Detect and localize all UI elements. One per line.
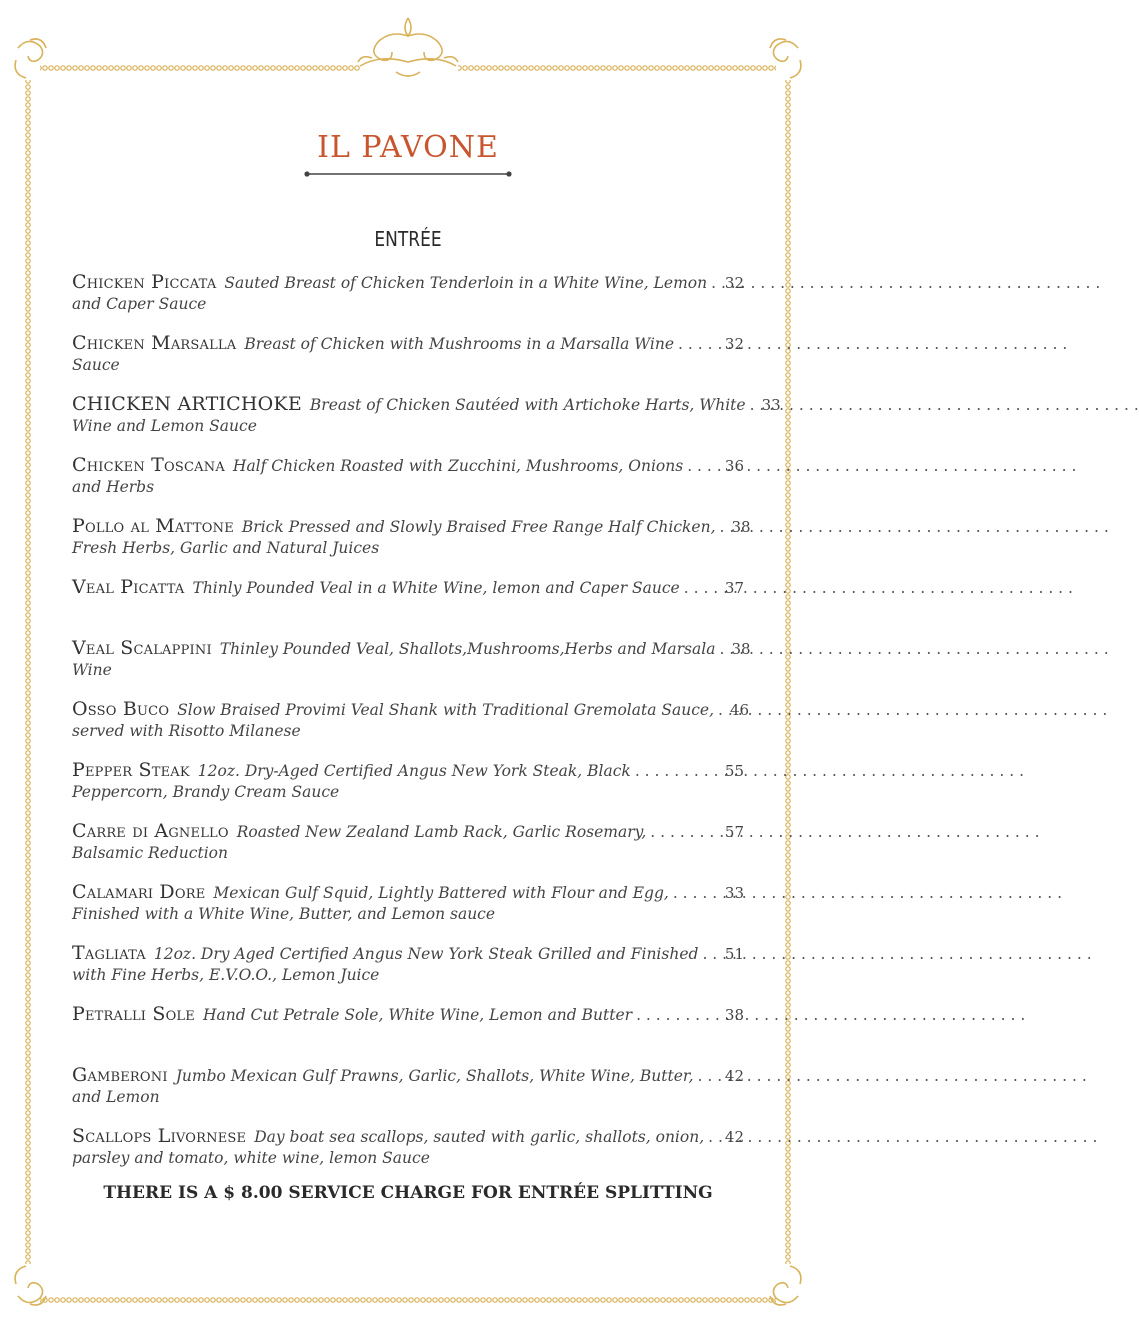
- menu-item-line: [72, 637, 751, 660]
- dot-leader: [702, 943, 720, 965]
- menu-item: [72, 576, 744, 637]
- dish-description-continued: Finished with a White Wine, Butter, and Lemon sauce: [72, 905, 496, 923]
- dish-name: Carre di Agnello: [72, 820, 229, 842]
- dish-description-continued: Fresh Herbs, Garlic and Natural Juices: [72, 539, 380, 557]
- dish-description: Roasted New Zealand Lamb Rack, Garlic Rosemary,: [236, 823, 647, 841]
- dot-leader: [673, 882, 721, 904]
- dot-leader: [750, 394, 758, 416]
- dish-name: Petralli Sole: [72, 1003, 195, 1025]
- menu-item-line: [72, 454, 744, 477]
- section-heading: ENTRÉE: [374, 227, 442, 251]
- dish-description-continued: and Caper Sauce: [72, 295, 207, 313]
- dot-leader: [708, 1126, 721, 1148]
- menu-item: [72, 1064, 744, 1125]
- dish-price: 55: [724, 762, 744, 780]
- dot-leader: [650, 821, 721, 843]
- menu-item-line: [72, 820, 744, 843]
- dish-name: Chicken Toscana: [72, 454, 225, 476]
- dish-price: 38: [731, 518, 751, 536]
- dish-description: 12oz. Dry Aged Certified Angus New York Steak Grilled and Finished: [153, 945, 699, 963]
- dot-leader: [711, 272, 721, 294]
- menu-item: [72, 881, 744, 942]
- dish-price: 57: [724, 823, 744, 841]
- menu-item: [72, 637, 751, 698]
- menu-list: [72, 271, 781, 1186]
- dish-description-continued: Wine and Lemon Sauce: [72, 417, 257, 435]
- dish-name: Chicken Marsalla: [72, 332, 237, 354]
- dish-name: Chicken Piccata: [72, 271, 217, 293]
- dish-price: 51: [724, 945, 744, 963]
- dish-description-continued: Peppercorn, Brandy Cream Sauce: [72, 783, 340, 801]
- dish-description-continued: Wine: [72, 661, 112, 679]
- dish-description: Sauted Breast of Chicken Tenderloin in a White Wine, Lemon: [224, 274, 708, 292]
- dish-description: Slow Braised Provimi Veal Shank with Traditional Gremolata Sauce,: [177, 701, 715, 719]
- dish-description-continued: and Lemon: [72, 1088, 160, 1106]
- dot-leader: [636, 1004, 721, 1026]
- dot-leader: [718, 699, 726, 721]
- menu-item: [72, 393, 781, 454]
- menu-item: [72, 1003, 744, 1064]
- dot-leader: [678, 333, 721, 355]
- dish-description-continued: and Herbs: [72, 478, 155, 496]
- dish-description: 12oz. Dry-Aged Certified Angus New York Steak, Black: [197, 762, 631, 780]
- dish-price: 38: [731, 640, 751, 658]
- dish-description: Breast of Chicken with Mushrooms in a Marsalla Wine: [244, 335, 675, 353]
- dish-description: Thinly Pounded Veal in a White Wine, lemon and Caper Sauce: [192, 579, 680, 597]
- dish-price: 42: [724, 1067, 744, 1085]
- menu-item-line: [72, 515, 751, 538]
- dish-description-continued: parsley and tomato, white wine, lemon Sauce: [72, 1149, 430, 1167]
- menu-item: [72, 698, 750, 759]
- dish-description: Thinley Pounded Veal, Shallots,Mushrooms,Herbs and Marsala: [219, 640, 716, 658]
- dish-price: 42: [724, 1128, 744, 1146]
- menu-item: [72, 454, 744, 515]
- dish-description-continued: with Fine Herbs, E.V.O.O., Lemon Juice: [72, 966, 380, 984]
- dot-leader: [698, 1065, 721, 1087]
- dish-price: 46: [730, 701, 750, 719]
- menu-item-line: [72, 942, 744, 965]
- dish-description: Brick Pressed and Slowly Braised Free Range Half Chicken,: [241, 518, 716, 536]
- dish-description: Hand Cut Petrale Sole, White Wine, Lemon and Butter: [202, 1006, 633, 1024]
- dish-price: 37: [724, 579, 744, 597]
- dish-name: Gamberoni: [72, 1064, 168, 1086]
- menu-item-line: [72, 393, 781, 416]
- menu-item-line: [72, 576, 744, 599]
- menu-item-line: [72, 1125, 744, 1148]
- dish-price: 36: [724, 457, 744, 475]
- menu-item: [72, 515, 751, 576]
- title-underline: [303, 170, 513, 178]
- dish-description-continued: Sauce: [72, 356, 120, 374]
- menu-item: [72, 1125, 744, 1186]
- dish-name: Calamari Dore: [72, 881, 206, 903]
- menu-item-line: [72, 881, 744, 904]
- restaurant-title: IL PAVONE: [317, 130, 499, 165]
- menu-item-line: [72, 1064, 744, 1087]
- dish-name: Scallops Livornese: [72, 1125, 247, 1147]
- dish-description: Day boat sea scallops, sauted with garlic, shallots, onion,: [254, 1128, 705, 1146]
- dish-name: Veal Scalappini: [72, 637, 212, 659]
- dish-price: 38: [724, 1006, 744, 1024]
- dish-price: 32: [724, 335, 744, 353]
- menu-item: [72, 332, 744, 393]
- menu-item: [72, 759, 744, 820]
- dish-price: 33: [724, 884, 744, 902]
- dot-leader: [684, 577, 721, 599]
- dish-description-continued: Balsamic Reduction: [72, 844, 228, 862]
- menu-item-line: [72, 332, 744, 355]
- dish-description: Half Chicken Roasted with Zucchini, Mushrooms, Onions: [232, 457, 684, 475]
- menu-item: [72, 942, 744, 1003]
- dot-leader: [635, 760, 721, 782]
- menu-item-line: [72, 271, 744, 294]
- dot-leader: [719, 638, 727, 660]
- dish-description: Jumbo Mexican Gulf Prawns, Garlic, Shallots, White Wine, Butter,: [175, 1067, 694, 1085]
- dish-description: Breast of Chicken Sautéed with Artichoke Harts, White: [309, 396, 746, 414]
- service-charge-notice: THERE IS A $ 8.00 SERVICE CHARGE FOR ENTRÉE SPLITTING: [103, 1183, 713, 1203]
- dish-description: Mexican Gulf Squid, Lightly Battered with Flour and Egg,: [213, 884, 669, 902]
- menu-item: [72, 271, 744, 332]
- dish-price: 32: [724, 274, 744, 292]
- menu-item-line: [72, 1003, 744, 1026]
- dish-name: Veal Picatta: [72, 576, 185, 598]
- menu-item-line: [72, 698, 750, 721]
- dish-name: CHICKEN ARTICHOKE: [72, 393, 302, 415]
- dish-name: Pepper Steak: [72, 759, 190, 781]
- dot-leader: [720, 516, 728, 538]
- dish-price: 33: [761, 396, 781, 414]
- dish-name: Pollo al Mattone: [72, 515, 234, 537]
- menu-item: [72, 820, 744, 881]
- menu-item-line: [72, 759, 744, 782]
- dot-leader: [687, 455, 721, 477]
- dish-name: Tagliata: [72, 942, 146, 964]
- dish-description-continued: served with Risotto Milanese: [72, 722, 301, 740]
- dish-name: Osso Buco: [72, 698, 170, 720]
